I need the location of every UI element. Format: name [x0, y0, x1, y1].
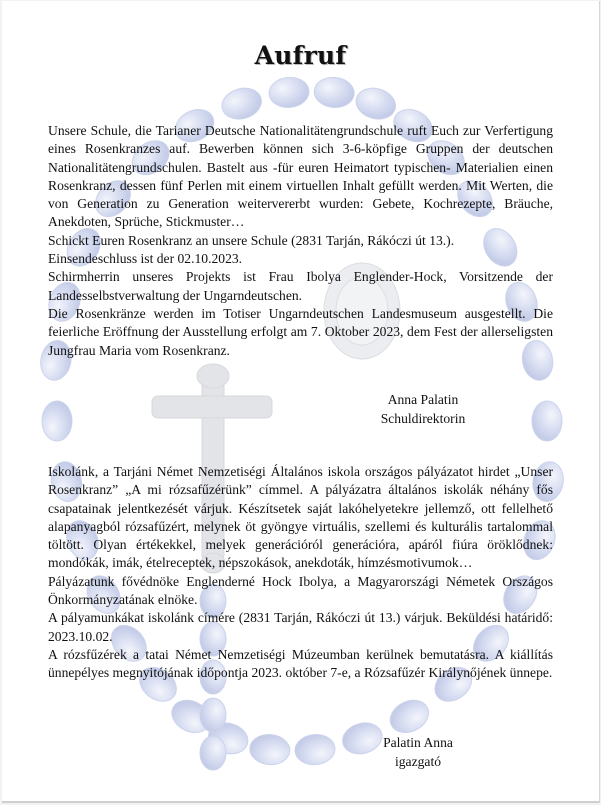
- german-paragraph: Schickt Euren Rosenkranz an unsere Schule (2831 Tarján, Rákóczi út 13.).: [48, 232, 455, 248]
- document-page: [2, 1, 600, 803]
- signature-name: Anna Palatin: [387, 392, 459, 407]
- rosary-bead: [42, 401, 72, 441]
- rosary-bead: [268, 76, 310, 109]
- german-paragraph: Schirmherrin unseres Projekts ist Frau Ibolya Englender-Hock, Vorsitzende der Landesselbstverwaltung der Ungarndeutschen.: [48, 269, 553, 303]
- rosary-bead: [352, 84, 399, 124]
- hungarian-paragraph: Pályázatunk fővédnöke Englenderné Hock Ibolya, a Magyarországi Németek Országos Önkormányzatának elnöke.: [48, 573, 553, 608]
- rosary-bead: [313, 76, 355, 109]
- rosary-bead: [249, 733, 291, 766]
- hungarian-paragraph: A pályamunkákat iskolánk címére (2831 Tarján, Rákóczi út 13.) várjuk. Beküldési határidő: 2023.10.02.: [48, 610, 553, 644]
- rosary-bead: [385, 694, 434, 738]
- signature-role: Schuldirektorin: [380, 411, 466, 426]
- page-title: Aufruf: [254, 41, 347, 70]
- rosary-bead: [532, 401, 562, 441]
- hungarian-paragraph: Iskolánk, a Tarjáni Német Nemzetiségi Általános iskola országos pályázatot hirdet „Unser Rosenkranz” „A mi rózsafűzérünk” címmel. A pályázatra általános iskolák néhány fős csapatainak jelentkezését várjuk. Készítsetek saját lakóhelyetekre jellemző, ott fellelhető alapanyagból rózsafűzért, melynek öt gyöngye virtuális, szellemi és kulturális tartalommal töltött. Olyan értékekkel, melyek generációról generációra, apáról fiúra öröklődnek: mondókák, imák, ételreceptek, népszokások, anekdoták, hímzésmotivumok…: [48, 464, 553, 571]
- german-paragraph: Einsendeschluss ist der 02.10.2023.: [48, 251, 243, 267]
- hungarian-signature: [343, 733, 493, 771]
- rosary-bead: [200, 698, 226, 732]
- rosary-bead: [200, 736, 226, 770]
- signature-role: igazgató: [394, 754, 442, 769]
- german-letter-body: [48, 122, 553, 360]
- german-paragraph: Unsere Schule, die Tarianer Deutsche Nationalitätengrundschule ruft Euch zur Verfertigung eines Rosenkranzes auf. Bewerben können sich 3-6-köpfige Gruppen der deutschen Nationalitätengrundschulen. Bastelt aus -für euren Heimatort typischen- Materialien einen Rosenkranz, dessen fünf Perlen mit einem virtuellen Inhalt gefüllt werden. Mit Werten, die von Generation zu Generation weitervererbt wurden: Gebete, Kochrezepte, Bräuche, Anekdoten, Sprüche, Stickmuster…: [48, 123, 553, 230]
- hungarian-letter-body: [48, 463, 553, 683]
- hungarian-paragraph: A rózsfűzérek a tatai Német Nemzetiségi Múzeumban kerülnek bemutatásra. A kiállítás ünnepélyes megnyitójának időpontja 2023. október 7-e, a Rózsafűzér Királynőjének ünnepe.: [48, 646, 553, 681]
- signature-name: Palatin Anna: [383, 735, 453, 750]
- rosary-bead: [218, 84, 265, 124]
- german-signature: [348, 390, 498, 428]
- rosary-bead: [294, 733, 336, 766]
- german-paragraph: Die Rosenkränze werden im Totiser Ungarndeutschen Landesmuseum ausgestellt. Die feierliche Eröffnung der Ausstellung erfolgt am 7. Oktober 2023, dem Fest der allerseligsten Jungfrau Maria vom Rosenkranz.: [48, 305, 553, 358]
